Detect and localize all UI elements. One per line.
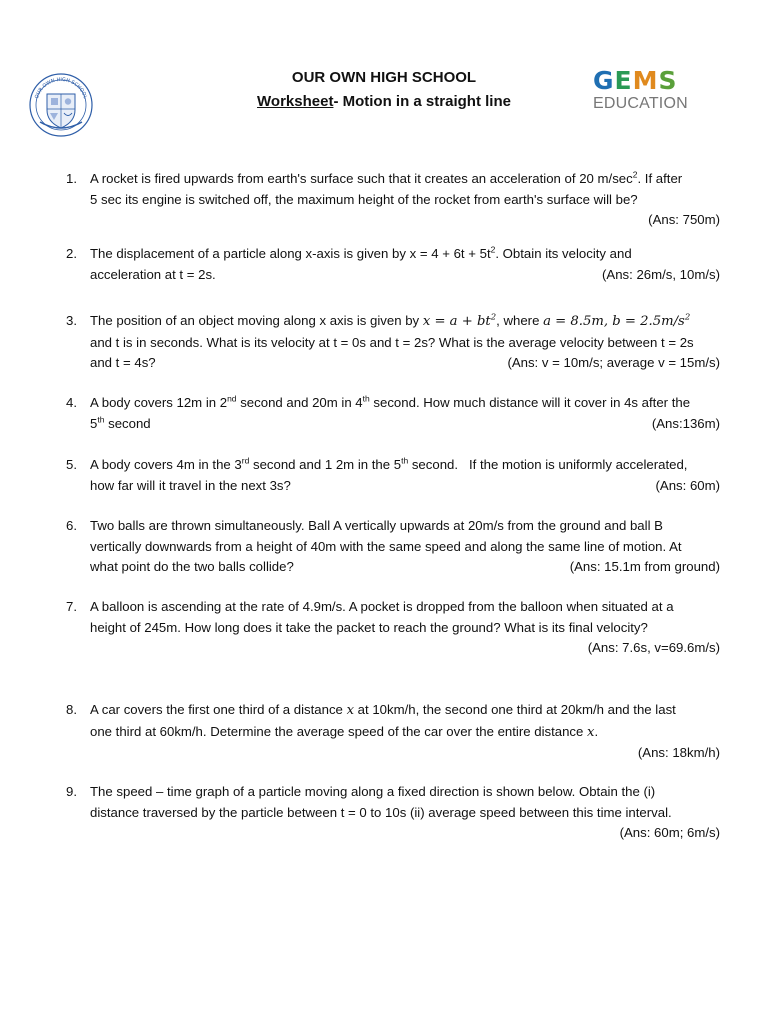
superscript: nd [227,393,237,404]
text-segment: A body covers 12m in 2 [90,395,228,410]
worksheet-topic: - Motion in a straight line [333,93,511,110]
answer: (Ans:136m) [651,415,720,431]
question-line [90,353,720,374]
superscript: th [97,414,105,425]
superscript: 2 [490,312,497,323]
gems-education-text: EDUCATION [593,95,688,112]
text-segment: The displacement of a particle along x-axis is given by x = 4 + 6t + 5t [90,246,491,261]
text-segment: second [104,415,151,431]
superscript: 2 [490,244,496,255]
question-line: distance traversed by the particle between t = 0 to 10s (ii) average speed between this time interval. [90,804,672,820]
text-segment: A car covers the first one third of a distance [90,702,347,717]
answer: (Ans: 7.6s, v=69.6m/s) [587,640,720,655]
question-line [90,455,720,476]
question-9 [66,782,720,844]
question-line [90,476,720,497]
text-segment: how far will it travel in the next 3s? [90,477,291,493]
question-number: 1. [66,171,77,186]
text-segment: 5 [90,415,98,431]
formula: x [346,703,354,718]
question-line [90,265,720,286]
question-line: The speed – time graph of a particle moving along a fixed direction is shown below. Obtain the (i) [90,784,656,799]
answer: (Ans: 15.1m from ground) [569,559,720,574]
worksheet-title [0,93,768,110]
question-6 [66,516,720,578]
text-segment: what point do the two balls collide? [90,559,294,574]
question-number: 3. [66,313,77,328]
answer: (Ans: v = 10m/s; average v = 15m/s) [507,355,720,370]
question-line [90,169,720,190]
question-number: 7. [66,599,77,614]
question-line: height of 245m. How long does it take the packet to reach the ground? What is its final velocity? [90,619,648,635]
question-1 [66,169,720,231]
superscript: th [362,393,370,404]
question-line [90,722,720,744]
text-segment [90,414,151,435]
superscript: th [401,455,409,466]
formula: x [587,724,595,740]
question-line: A balloon is ascending at the rate of 4.9m/s. A pocket is dropped from the balloon when situated at a [90,599,674,614]
question-line [90,393,720,414]
text-segment: The position of an object moving along x axis is given by [90,313,423,328]
text-segment: . If after [637,171,683,186]
formula [543,314,690,329]
text-segment: one third at 60km/h. Determine the average speed of the car over the entire distance [90,723,588,739]
question-line: 5 sec its engine is switched off, the maximum height of the rocket from earth's surface will be? [90,191,638,207]
question-line [90,244,720,265]
question-8 [66,700,720,764]
text-segment: A rocket is fired upwards from earth's surface such that it creates an acceleration of 20 m/sec [90,171,633,186]
question-line: Two balls are thrown simultaneously. Ball A vertically upwards at 20m/s from the ground and ball B [90,518,663,533]
question-line: vertically downwards from a height of 40m with the same speed and along the same line of motion. At [90,538,682,554]
formula-text: a = 8.5m, b = 2.5m/s [543,314,685,329]
school-name-heading: OUR OWN HIGH SCHOOL [291,69,477,86]
question-line [90,311,720,333]
text-segment: second and 1 2m in the 5 [249,457,402,472]
text-segment: second. How much distance will it cover in 4s after the [369,395,691,410]
answer: (Ans: 60m) [655,477,720,493]
question-4 [66,393,720,434]
question-number: 4. [66,395,77,410]
question-line: and t is in seconds. What is its velocity at t = 0s and t = 2s? What is the average velocity between t = 2s [90,334,694,350]
answer: (Ans: 18km/h) [637,745,720,760]
question-line [90,700,720,722]
gems-letter: G [593,66,615,95]
text-segment: at 10km/h, the second one third at 20km/h and the last [354,702,676,717]
crest-ring-text: OUR OWN HIGH SCHOOL [33,76,89,100]
superscript: 2 [632,169,638,180]
text-segment: acceleration at t = 2s. [90,266,216,282]
question-number: 8. [66,702,77,717]
question-number: 5. [66,457,77,472]
question-line [90,414,720,435]
question-5 [66,455,720,496]
question-7 [66,597,720,659]
worksheet-label: Worksheet [257,93,334,110]
question-2 [66,244,720,285]
text-segment: . [594,723,599,739]
text-segment: second. If the motion is uniformly accelerated, [408,457,688,472]
formula-text: x = a + bt [422,314,491,329]
gems-letter: S [658,66,678,95]
text-segment: second and 20m in 4 [236,395,363,410]
text-segment: A body covers 4m in the 3 [90,457,242,472]
gems-letter: E [614,66,633,95]
gems-letter: M [632,66,659,95]
question-number: 6. [66,518,77,533]
question-3 [66,311,720,374]
superscript: 2 [684,312,691,323]
text-segment: . Obtain its velocity and [495,246,632,261]
answer: (Ans: 26m/s, 10m/s) [602,266,720,282]
question-number: 2. [66,246,77,261]
answer: (Ans: 750m) [648,212,720,227]
question-number: 9. [66,784,77,799]
formula [423,314,496,329]
answer: (Ans: 60m; 6m/s) [619,825,720,840]
superscript: rd [241,455,250,466]
question-line [90,557,720,578]
text-segment: , where [496,313,544,328]
text-segment: and t = 4s? [90,355,156,370]
